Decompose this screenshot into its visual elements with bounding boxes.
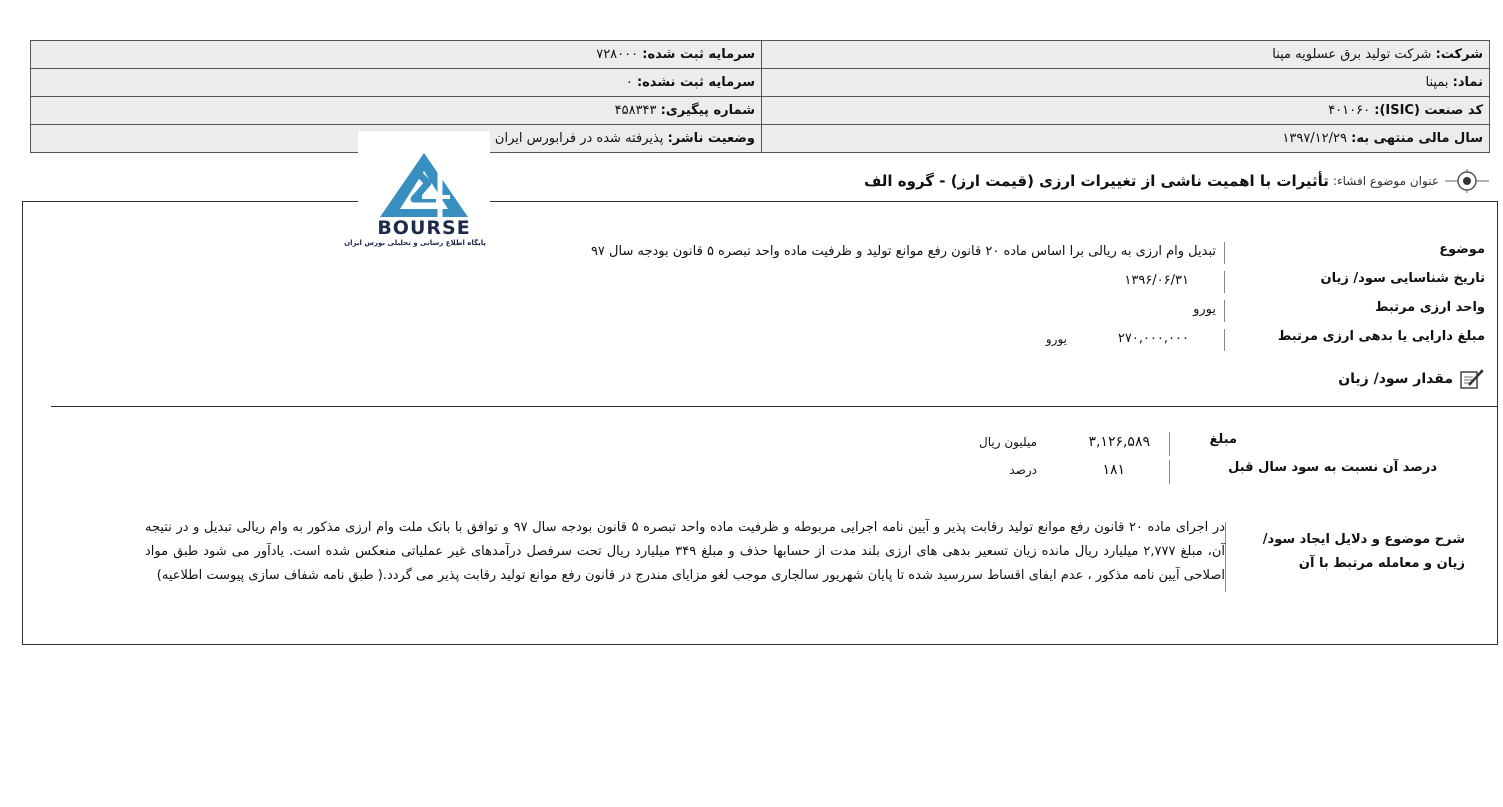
profit-amount-label: مبلغ [1209, 432, 1237, 447]
tracking-label: شماره پیگیری: [660, 103, 755, 118]
description-label: شرح موضوع و دلایل ایجاد سود/ زیان و معامله مرتبط با آن [1262, 532, 1465, 571]
fiscal-label: سال مالی منتهی به: [1351, 131, 1483, 146]
isic-value: ۴۰۱۰۶۰ [1328, 103, 1371, 118]
divider [1224, 300, 1225, 322]
symbol-value: بمپنا [1425, 75, 1449, 90]
asset-amount-row [23, 329, 1497, 351]
registered-capital-value: ۷۲۸۰۰۰ [596, 47, 639, 62]
disclosure-title-row [864, 168, 1489, 194]
profit-section-label: مقدار سود/ زیان [1338, 371, 1453, 387]
logo-word: BOURSE [377, 217, 471, 239]
date-row [23, 271, 1497, 293]
subject-value: تبدیل وام ارزی به ریالی برا اساس ماده ۲۰ قانون رفع موانع تولید و ظرفیت ماده واحد تبصره ۵ قانون بودجه سال ۹۷ [590, 244, 1216, 259]
status-value: پذیرفته شده در فرابورس ایران [494, 131, 664, 146]
asset-amount-value: ۲۷۰,۰۰۰,۰۰۰ [1117, 331, 1189, 346]
profit-section-title [1338, 368, 1485, 390]
tracking-value: ۴۵۸۳۴۳ [614, 103, 657, 118]
subject-label: موضوع [1439, 242, 1485, 257]
section-divider [51, 406, 1497, 407]
divider [1169, 432, 1170, 456]
unregistered-capital-value: ۰ [625, 75, 633, 90]
company-value: شرکت تولید برق عسلویه مپنا [1272, 47, 1432, 62]
divider [1225, 522, 1226, 592]
info-row [31, 97, 1490, 125]
disclosure-body [22, 201, 1498, 645]
fiscal-cell [762, 125, 1490, 153]
asset-amount-label: مبلغ دارایی یا بدهی ارزی مرتبط [1277, 329, 1485, 344]
profit-percent-label: درصد آن نسبت به سود سال قبل [1228, 460, 1437, 475]
bourse24-logo [344, 131, 490, 251]
symbol-label: نماد: [1452, 75, 1483, 90]
info-row [31, 125, 1490, 153]
currency-row [23, 300, 1497, 322]
disclosure-title: تأثیرات با اهمیت ناشی از تغییرات ارزی (قیمت ارز) - گروه الف [863, 172, 1329, 190]
isic-cell [762, 97, 1490, 125]
company-label: شرکت: [1435, 47, 1483, 62]
info-row [31, 41, 1490, 69]
fiscal-value: ۱۳۹۷/۱۲/۲۹ [1282, 131, 1347, 146]
symbol-cell [762, 69, 1490, 97]
tracking-cell [31, 97, 762, 125]
divider [1224, 329, 1225, 351]
profit-percent-value: ۱۸۱ [1102, 462, 1125, 478]
divider [1224, 242, 1225, 264]
company-cell [762, 41, 1490, 69]
disclosure-title-label: عنوان موضوع افشاء: [1332, 174, 1439, 188]
profit-percent-unit: درصد [1009, 463, 1037, 477]
description-text: در اجرای ماده ۲۰ قانون رفع موانع تولید رقابت پذیر و آیین نامه اجرایی مربوطه و ظرفیت ماده واحد تبصره ۵ قانون بودجه سال ۹۷ و توافق با بانک ملت وام ارزی مذکور به وام ریالی تبدیل و در نتیجه آن، مبلغ ۲,۷۷۷ میلیارد ریال مانده زیان تسعیر بدهی های ارزی بلند مدت از حسابها حذف و مبلغ ۳۴۹ میلیارد ریال تحت سرفصل درآمدهای غیر عملیاتی منعکس شده است. یادآور می شود طبق مواد اصلاحی آیین نامه مذکور ، عدم ایفای اقساط سررسید شده تا پایان شهریور سالجاری موجب لغو مزایای مندرج در قانون رفع موانع تولید رقابت پذیر می گردد.( طبق نامه شفاف سازی پیوست اطلاعیه) [145, 520, 1225, 583]
logo-subtitle: پایگاه اطلاع رسانی و تحلیلی بورس ایران [344, 239, 486, 247]
profit-percent-row [23, 460, 1497, 482]
target-icon [1445, 169, 1489, 193]
registered-capital-label: سرمایه ثبت شده: [642, 47, 755, 62]
subject-row [23, 242, 1497, 264]
company-info-table [30, 40, 1490, 153]
edit-note-icon [1459, 368, 1485, 390]
status-label: وضعیت ناشر: [667, 131, 755, 146]
unregistered-capital-label: سرمایه ثبت نشده: [636, 75, 755, 90]
profit-amount-value: ۳,۱۲۶,۵۸۹ [1088, 434, 1150, 450]
currency-value: یورو [1193, 302, 1216, 317]
logo-mark [358, 131, 490, 221]
divider [1169, 460, 1170, 484]
profit-amount-row [23, 432, 1497, 454]
asset-amount-unit: یورو [1045, 332, 1067, 346]
divider [1224, 271, 1225, 293]
date-label: تاریخ شناسایی سود/ زیان [1320, 271, 1485, 286]
isic-label: کد صنعت (ISIC): [1374, 103, 1483, 118]
currency-label: واحد ارزی مرتبط [1374, 300, 1485, 315]
registered-capital-cell [31, 41, 762, 69]
profit-amount-unit: میلیون ریال [979, 435, 1037, 449]
date-value: ۱۳۹۶/۰۶/۳۱ [1124, 273, 1189, 288]
unregistered-capital-cell [31, 69, 762, 97]
info-row [31, 69, 1490, 97]
